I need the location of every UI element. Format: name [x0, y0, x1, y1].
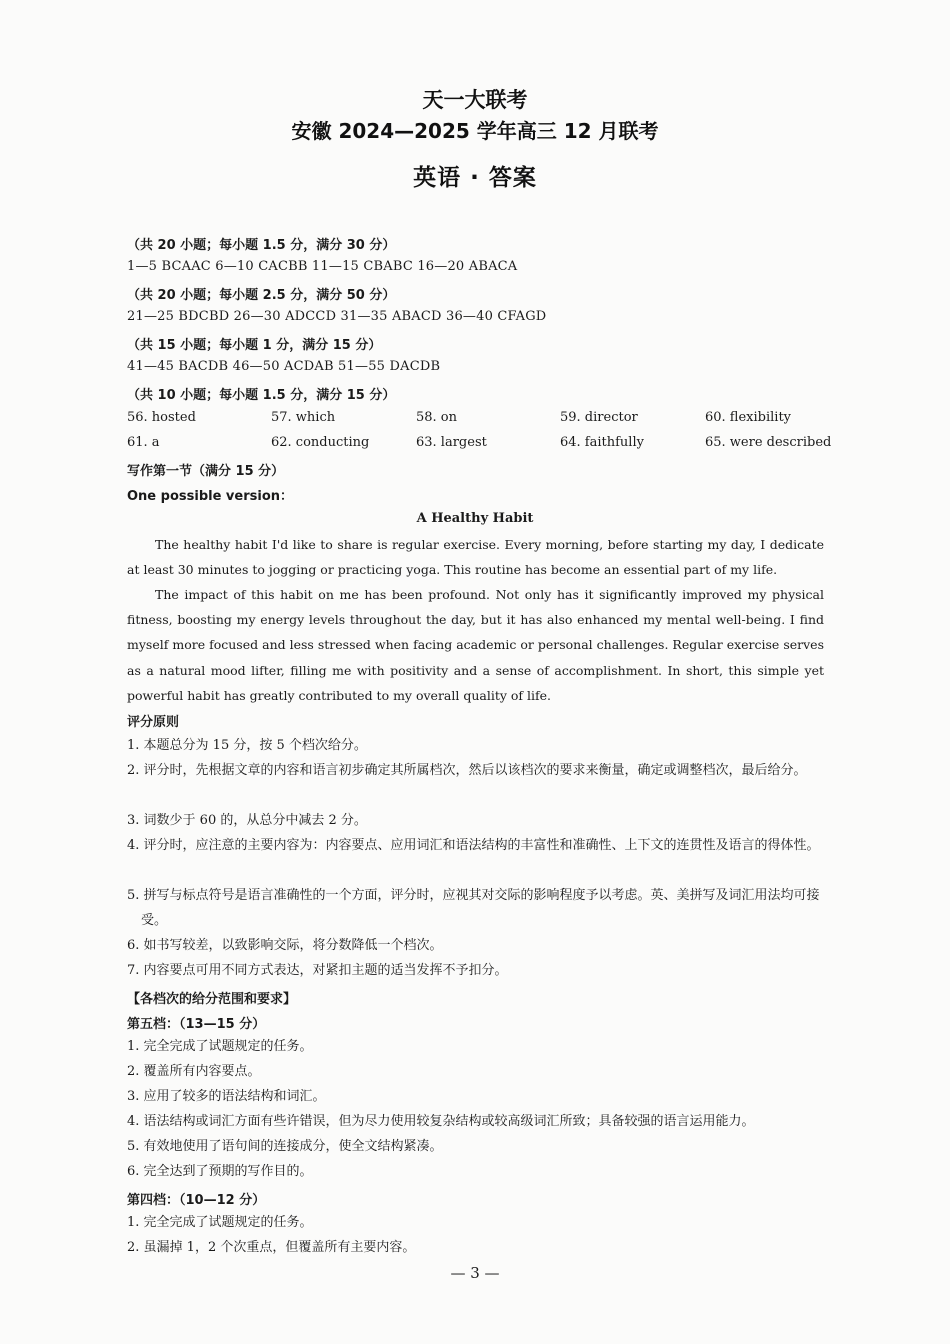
section2-answers: 21—25 BDCBD 26—30 ADCCD 31—35 ABACD 36—40 CFAGD	[127, 309, 547, 324]
fill-blank-answer: 59. director	[560, 410, 638, 425]
org-title: 天一大联考	[422, 88, 528, 112]
writing-heading: 写作第一节（满分 15 分）	[127, 464, 285, 479]
fill-blank-answer: 61. a	[127, 435, 160, 450]
level5-item: 6. 完全达到了预期的写作目的。	[127, 1164, 313, 1179]
scoring-rule: 3. 词数少于 60 的，从总分中减去 2 分。	[127, 813, 367, 828]
level5-heading: 第五档：（13—15 分）	[127, 1017, 266, 1032]
scoring-rule: 2. 评分时，先根据文章的内容和语言初步确定其所属档次，然后以该档次的要求来衡量，确定或调整档次，最后给分。	[127, 763, 807, 778]
section1-heading: （共 20 小题；每小题 1.5 分，满分 30 分）	[127, 238, 396, 253]
fill-blank-answer: 58. on	[416, 410, 458, 425]
cropped-text-fragment	[126, 213, 156, 217]
fill-blank-row-2	[127, 435, 847, 455]
level4-item: 2. 虽漏掉 1，2 个次重点，但覆盖所有主要内容。	[127, 1240, 416, 1255]
fill-blank-answer: 60. flexibility	[705, 410, 792, 425]
scoring-rule: 4. 评分时，应注意的主要内容为：内容要点、应用词汇和语法结构的丰富性和准确性、上下文的连贯性及语言的得体性。	[127, 838, 820, 853]
essay-paragraph-2: The impact of this habit on me has been profound. Not only has it significantly improved my physical fitness, boosting my energy levels throughout the day, but it has also enhanced my mental well-being. I find myself more focused and less stressed when facing academic or personal challenges. Regular exercise serves as a natural mood lifter, filling me with positivity and a sense of accomplishment. In short, this simple yet powerful habit has greatly contributed to my overall quality of life.	[127, 587, 824, 703]
level4-heading: 第四档：（10—12 分）	[127, 1193, 266, 1208]
fill-blank-answer: 65. were described	[705, 435, 832, 450]
possible-version-label: One possible version：	[127, 489, 294, 504]
levels-heading: 【各档次的给分范围和要求】	[127, 992, 297, 1007]
section3-heading: （共 15 小题；每小题 1 分，满分 15 分）	[127, 338, 382, 353]
fill-blank-answer: 63. largest	[416, 435, 487, 450]
level5-item: 1. 完全完成了试题规定的任务。	[127, 1039, 313, 1054]
level5-item: 2. 覆盖所有内容要点。	[127, 1064, 261, 1079]
essay-paragraph-1: The healthy habit I'd like to share is regular exercise. Every morning, before starting my day, I dedicate at least 30 minutes to jogging or practicing yoga. This routine has become an essential part of my life.	[127, 537, 824, 578]
fill-blank-answer: 64. faithfully	[560, 435, 644, 450]
section1-answers: 1—5 BCAAC 6—10 CACBB 11—15 CBABC 16—20 ABACA	[127, 259, 518, 274]
subject-title: 英语 · 答案	[413, 165, 537, 191]
level5-item: 3. 应用了较多的语法结构和词汇。	[127, 1089, 326, 1104]
level5-item: 4. 语法结构或词汇方面有些许错误，但为尽力使用较复杂结构或较高级词汇所致；具备较强的语言运用能力。	[127, 1114, 755, 1129]
scoring-rule: 5. 拼写与标点符号是语言准确性的一个方面，评分时，应视其对交际的影响程度予以考虑。英、美拼写及词汇用法均可接受。	[127, 888, 820, 929]
scoring-rule: 6. 如书写较差，以致影响交际，将分数降低一个档次。	[127, 938, 443, 953]
page-number: — 3 —	[450, 1264, 500, 1282]
essay-title: A Healthy Habit	[416, 511, 534, 526]
level4-item: 1. 完全完成了试题规定的任务。	[127, 1215, 313, 1230]
scoring-heading: 评分原则	[127, 715, 180, 730]
scoring-rule: 7. 内容要点可用不同方式表达，对紧扣主题的适当发挥不予扣分。	[127, 963, 508, 978]
scoring-rule: 1. 本题总分为 15 分，按 5 个档次给分。	[127, 738, 367, 753]
fill-blank-answer: 62. conducting	[271, 435, 370, 450]
section4-heading: （共 10 小题；每小题 1.5 分，满分 15 分）	[127, 388, 396, 403]
exam-title: 安徽 2024—2025 学年高三 12 月联考	[291, 119, 659, 143]
fill-blank-row-1	[127, 410, 847, 430]
section3-answers: 41—45 BACDB 46—50 ACDAB 51—55 DACDB	[127, 359, 441, 374]
fill-blank-answer: 57. which	[271, 410, 336, 425]
level5-item: 5. 有效地使用了语句间的连接成分，使全文结构紧凑。	[127, 1139, 443, 1154]
fill-blank-answer: 56. hosted	[127, 410, 196, 425]
section2-heading: （共 20 小题；每小题 2.5 分，满分 50 分）	[127, 288, 396, 303]
